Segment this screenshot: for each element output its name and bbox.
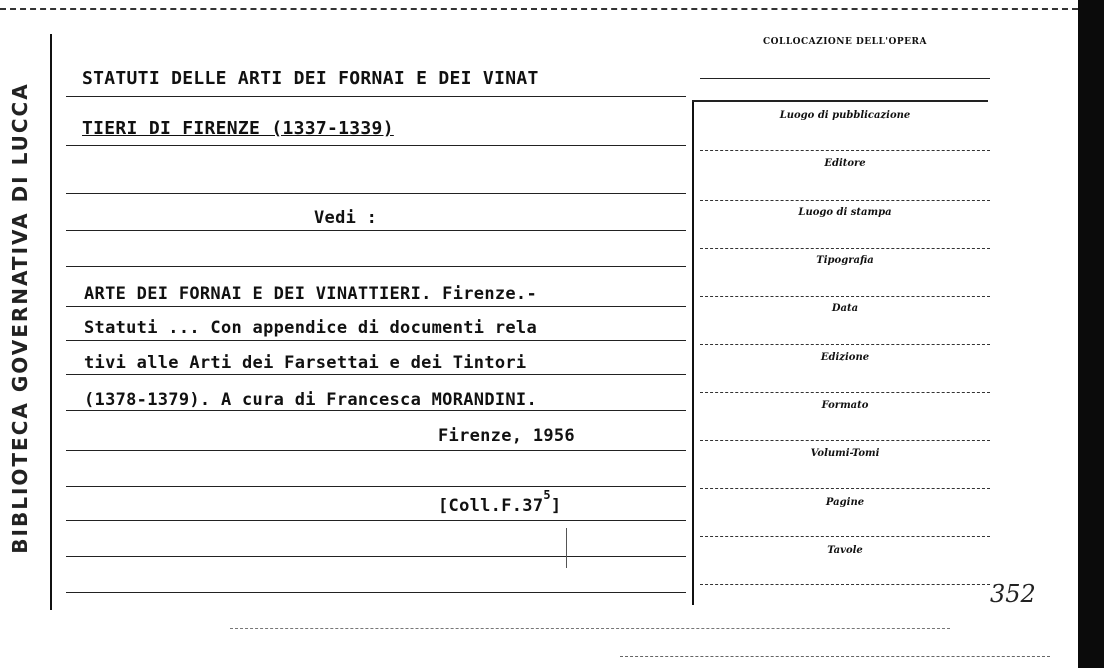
ruled-line xyxy=(66,266,686,267)
shelf-mark-bracket: ] xyxy=(550,496,562,516)
field-line xyxy=(700,200,990,201)
field-line xyxy=(700,344,990,345)
column-divider xyxy=(692,100,694,605)
field-label-pages: Pagine xyxy=(825,497,865,508)
ruled-line xyxy=(66,306,686,307)
reference-line-3: tivi alle Arti dei Farsettai e dei Tintori xyxy=(84,353,527,373)
ruled-line xyxy=(66,486,686,487)
card-top-edge xyxy=(0,8,1078,10)
left-margin-rule xyxy=(50,34,52,610)
reference-line-1: ARTE DEI FORNAI E DEI VINATTIERI. Firenze.- xyxy=(84,284,537,304)
field-line xyxy=(700,488,990,489)
handwritten-number: 352 xyxy=(990,580,1036,608)
ruled-line xyxy=(66,96,686,97)
field-line xyxy=(700,296,990,297)
ruled-line xyxy=(66,230,686,231)
field-label-publication-place: Luogo di pubblicazione xyxy=(779,110,911,121)
field-line xyxy=(692,100,988,102)
field-line xyxy=(700,248,990,249)
field-label-edition: Edizione xyxy=(820,352,870,363)
ruled-line xyxy=(66,410,686,411)
shelf-mark-superscript: 5 xyxy=(543,488,551,502)
scan-noise-line xyxy=(230,628,950,629)
reference-line-4: (1378-1379). A cura di Francesca MORANDINI. xyxy=(84,390,537,410)
reference-line-2: Statuti ... Con appendice di documenti rela xyxy=(84,318,537,338)
ruled-line xyxy=(66,193,686,194)
ruled-line xyxy=(66,592,686,593)
shelf-mark-main: [Coll.F.37 xyxy=(438,496,544,516)
scan-noise-line xyxy=(620,656,1050,657)
reference-line-5: Firenze, 1956 xyxy=(438,426,575,446)
title-line-1: STATUTI DELLE ARTI DEI FORNAI E DEI VINAT xyxy=(82,68,539,89)
title-line-2: TIERI DI FIRENZE (1337-1339) xyxy=(82,118,394,139)
see-also-label: Vedi : xyxy=(314,208,378,228)
field-label-volumes: Volumi-Tomi xyxy=(810,448,880,459)
field-label-plates: Tavole xyxy=(827,545,863,556)
ruled-line xyxy=(66,340,686,341)
ruled-line xyxy=(66,374,686,375)
field-label-printer: Tipografia xyxy=(816,255,874,266)
field-line xyxy=(700,584,990,585)
field-line xyxy=(700,440,990,441)
card-right-edge xyxy=(1078,0,1104,668)
collocation-line xyxy=(700,78,990,79)
field-label-format: Formato xyxy=(821,400,869,411)
library-side-label: BIBLIOTECA GOVERNATIVA DI LUCCA xyxy=(8,82,32,554)
field-label-publisher: Editore xyxy=(824,158,866,169)
field-label-date: Data xyxy=(831,303,859,314)
ruled-line xyxy=(66,556,686,557)
field-line xyxy=(700,392,990,393)
ruled-line xyxy=(66,520,686,521)
field-line xyxy=(700,150,990,151)
pencil-mark xyxy=(566,528,567,568)
collocation-header: COLLOCAZIONE DELL'OPERA xyxy=(763,37,927,47)
shelf-mark xyxy=(438,488,562,516)
field-line xyxy=(700,536,990,537)
field-label-print-place: Luogo di stampa xyxy=(798,207,892,218)
ruled-line xyxy=(66,450,686,451)
ruled-line xyxy=(66,145,686,146)
